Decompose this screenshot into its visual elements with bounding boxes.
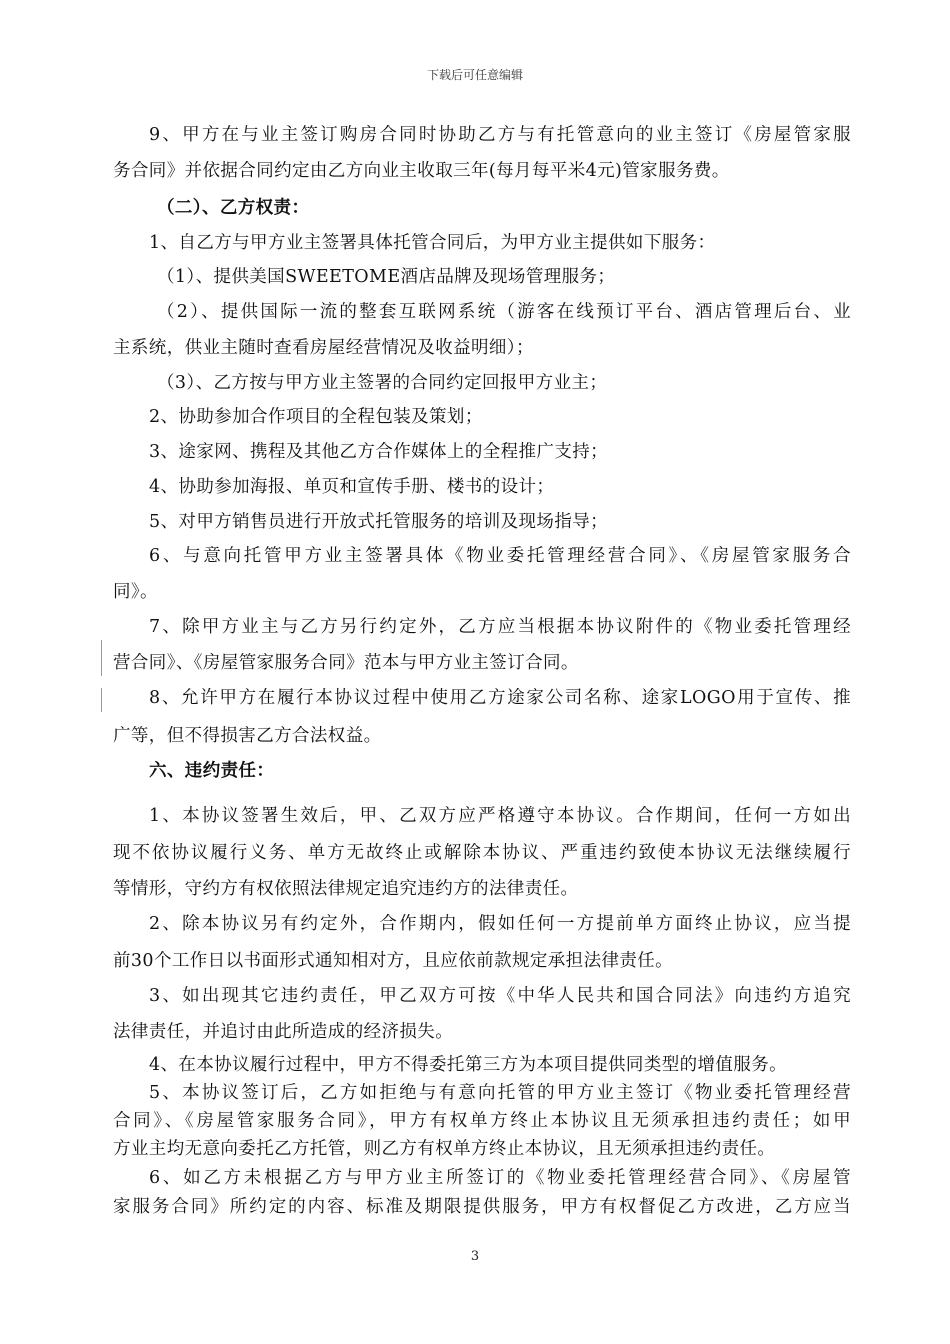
text-line: 主系统，供业主随时查看房屋经营情况及收益明细）；: [113, 338, 534, 358]
page-number: 3: [470, 1249, 480, 1264]
change-bar-marker: [101, 640, 102, 676]
text-line: 法律责任，并追讨由此所造成的经济损失。: [113, 1022, 454, 1042]
text-line: 1、自乙方与甲方业主签署具体托管合同后，为甲方业主提供如下服务：: [149, 233, 716, 253]
text-line: 7、除甲方业主与乙方另行约定外，乙方应当根据本协议附件的《物业委托管理经: [149, 617, 851, 637]
text-line: 4、协助参加海报、单页和宣传手册、楼书的设计；: [149, 477, 555, 497]
text-line: 6、如乙方未根据乙方与甲方业主所签订的《物业委托管理经营合同》、《房屋管: [149, 1168, 851, 1188]
text-line: 六、违约责任：: [149, 761, 275, 781]
text-line: 1、本协议签署生效后，甲、乙双方应严格遵守本协议。合作期间，任何一方如出: [149, 806, 851, 826]
text-line: 4、在本协议履行过程中，甲方不得委托第三方为本项目提供同类型的增值服务。: [149, 1055, 788, 1075]
text-line: 2、协助参加合作项目的全程包装及策划；: [149, 407, 483, 427]
text-line: 务合同》并依据合同约定由乙方向业主收取三年(每月每平米4元)管家服务费。: [113, 161, 730, 181]
text-line: （二）、乙方权责：: [157, 198, 310, 218]
text-line: 3、途家网、携程及其他乙方合作媒体上的全程推广支持；: [149, 442, 609, 462]
text-line: （3）、乙方按与甲方业主签署的合同约定回报甲方业主；: [157, 373, 608, 393]
text-line: 3、如出现其它违约责任，甲乙双方可按《中华人民共和国合同法》向违约方追究: [149, 986, 851, 1006]
text-line: 同》。: [113, 582, 158, 602]
text-line: 广等，但不得损害乙方合法权益。: [113, 726, 382, 746]
text-line: 5、本协议签订后，乙方如拒绝与有意向托管的甲方业主签订《物业委托管理经营: [149, 1083, 851, 1103]
change-bar-marker: [101, 688, 102, 712]
text-line: 营合同》、《房屋管家服务合同》范本与甲方业主签订合同。: [113, 653, 579, 673]
text-line: （2）、提供国际一流的整套互联网系统（游客在线预订平台、酒店管理后台、业: [157, 302, 851, 322]
text-line: 家服务合同》所约定的内容、标准及期限提供服务，甲方有权督促乙方改进，乙方应当: [113, 1197, 851, 1217]
text-line: 现不依协议履行义务、单方无故终止或解除本协议、严重违约致使本协议无法继续履行: [113, 843, 851, 863]
text-line: 6、与意向托管甲方业主签署具体《物业委托管理经营合同》、《房屋管家服务合: [149, 546, 851, 566]
text-line: 方业主均无意向委托乙方托管，则乙方有权单方终止本协议，且无须承担违约责任。: [113, 1139, 776, 1159]
text-line: 2、除本协议另有约定外，合作期内，假如任何一方提前单方面终止协议，应当提: [149, 914, 851, 934]
text-line: 8、允许甲方在履行本协议过程中使用乙方途家公司名称、途家LOGO用于宣传、推: [149, 688, 851, 708]
text-line: 合同》、《房屋管家服务合同》，甲方有权单方终止本协议且无须承担违约责任；如甲: [113, 1111, 851, 1131]
text-line: 等情形，守约方有权依照法律规定追究违约方的法律责任。: [113, 879, 579, 899]
text-line: 9、甲方在与业主签订购房合同时协助乙方与有托管意向的业主签订《房屋管家服: [149, 125, 851, 145]
text-line: 5、对甲方销售员进行开放式托管服务的培训及现场指导；: [149, 512, 609, 532]
page-header: 下载后可任意编辑: [426, 68, 523, 82]
text-line: 前30个工作日以书面形式通知相对方，且应依前款规定承担法律责任。: [113, 951, 674, 971]
text-line: （1）、提供美国SWEETOME酒店品牌及现场管理服务；: [157, 267, 616, 287]
